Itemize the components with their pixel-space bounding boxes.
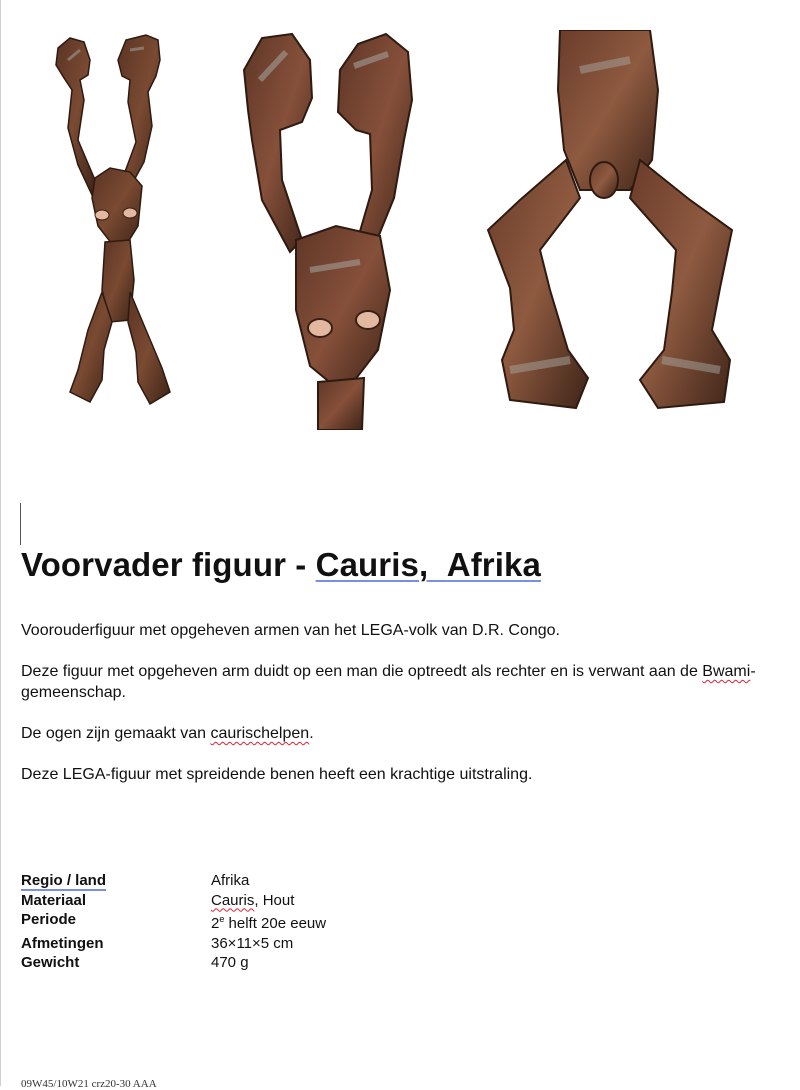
title-word-cauris: Cauris, bbox=[315, 546, 429, 583]
figure-full-photo bbox=[50, 30, 190, 425]
spec-value-material: Cauris, Hout bbox=[211, 891, 295, 909]
page-title bbox=[21, 546, 541, 584]
figure-head-photo bbox=[240, 30, 440, 430]
paragraph-2: Deze figuur met opgeheven arm duidt op een man die optreedt als rechter en is verwant aan de Bwami-gemeenschap. bbox=[21, 663, 756, 701]
spec-label-region: Regio / land bbox=[21, 872, 107, 889]
spec-row-weight bbox=[21, 953, 326, 973]
spellcheck-word-bwami[interactable]: Bwami bbox=[702, 663, 751, 680]
photo-strip bbox=[0, 30, 800, 430]
title-part-1: Voorvader figuur - bbox=[21, 546, 316, 583]
paragraph-1: Voorouderfiguur met opgeheven armen van het LEGA-volk van D.R. Congo. bbox=[21, 622, 560, 639]
text-cursor bbox=[20, 503, 21, 545]
spec-value-region: Afrika bbox=[211, 872, 250, 889]
paragraph-3: De ogen zijn gemaakt van caurischelpen. bbox=[21, 725, 314, 742]
spec-label-period: Periode bbox=[21, 911, 77, 928]
spellcheck-word-caurischelpen[interactable]: caurischelpen bbox=[210, 725, 310, 742]
spec-value-dimensions: 36×11×5 cm bbox=[211, 934, 294, 952]
spec-row-dimensions bbox=[21, 934, 326, 954]
specs-table bbox=[21, 871, 326, 973]
spec-label-dimensions: Afmetingen bbox=[21, 934, 104, 952]
figure-legs-photo bbox=[480, 30, 745, 415]
spec-label-weight: Gewicht bbox=[21, 954, 80, 971]
paragraph-4: Deze LEGA-figuur met spreidende benen heeft een krachtige uitstraling. bbox=[21, 766, 533, 783]
title-word-afrika: Afrika bbox=[446, 546, 541, 583]
description bbox=[21, 620, 781, 805]
spec-row-region bbox=[21, 871, 326, 891]
spec-row-period bbox=[21, 910, 326, 934]
spec-value-weight: 470 g bbox=[211, 954, 249, 971]
footer-code: 09W45/10W21 crz20-30 AAA bbox=[21, 1078, 157, 1090]
spec-value-period: 2e helft 20e eeuw bbox=[211, 914, 327, 932]
spec-label-material: Materiaal bbox=[21, 891, 87, 909]
spec-row-material bbox=[21, 891, 326, 911]
spellcheck-word-cauris[interactable]: Cauris bbox=[211, 891, 255, 909]
